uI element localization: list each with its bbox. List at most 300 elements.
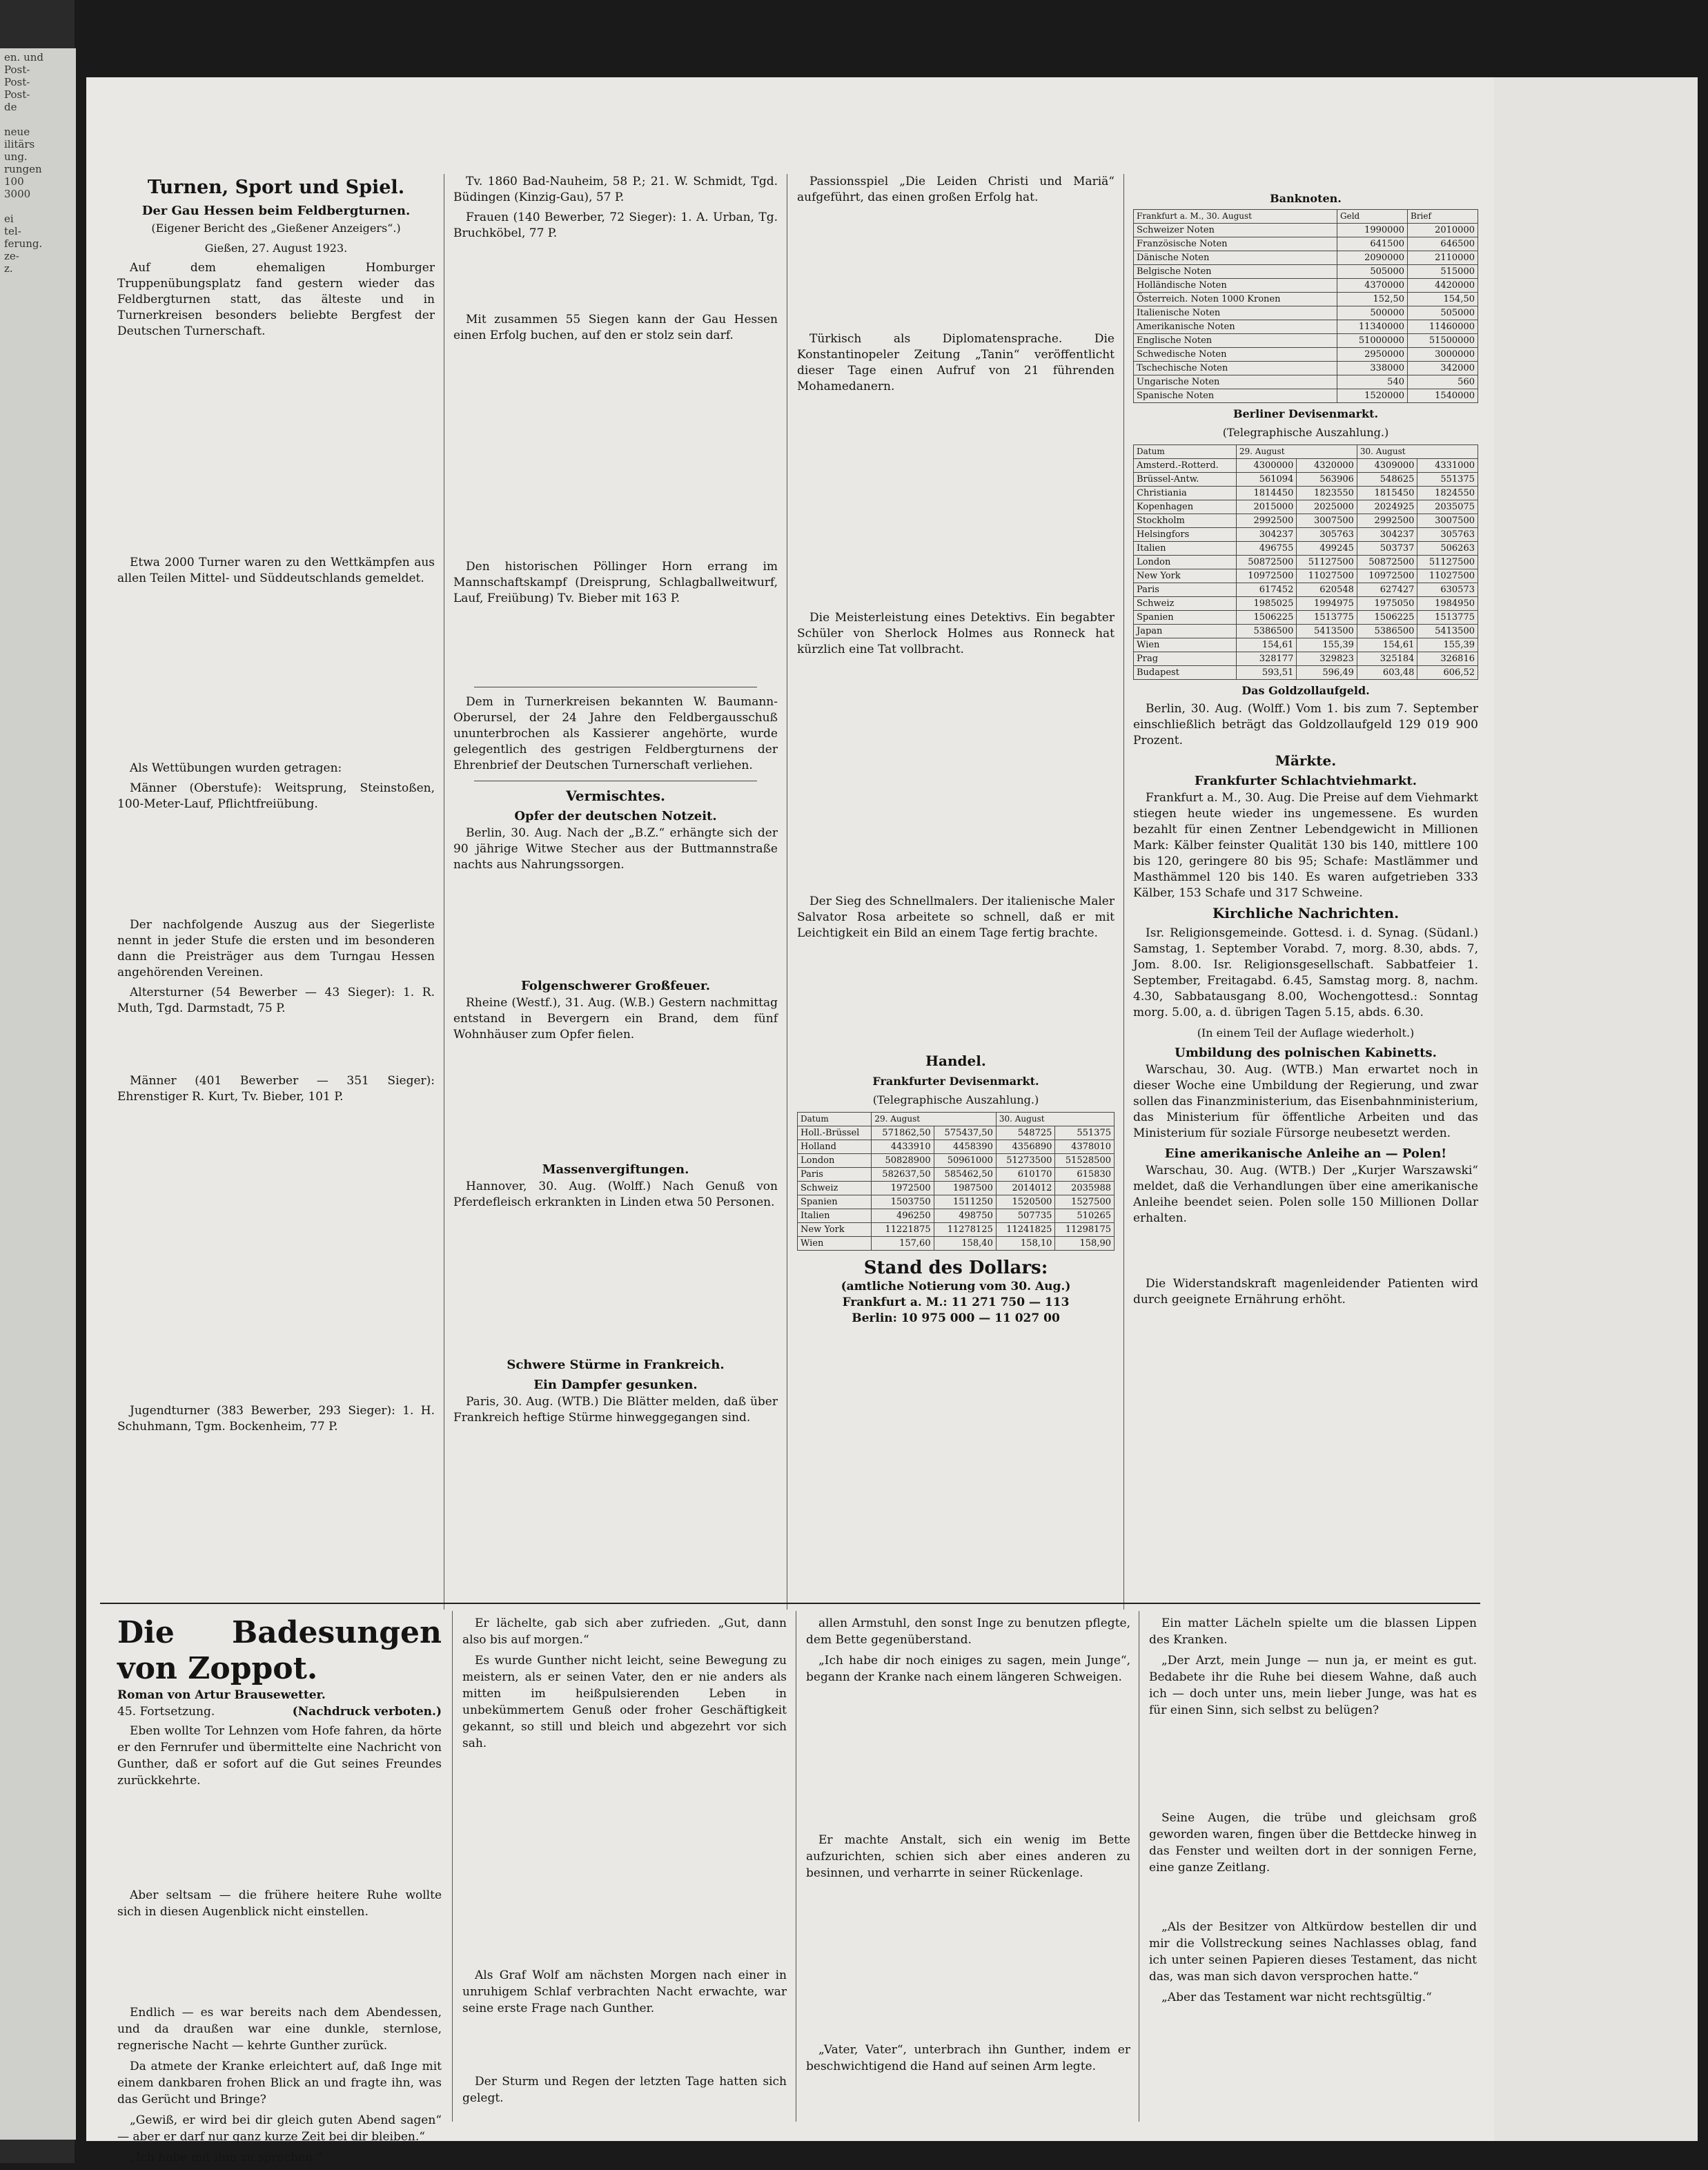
serial-paragraph: Er machte Anstalt, sich ein wenig im Bette aufzurichten, schien sich aber eines anderen zu besinnen, und verharrte in seiner Rückenlage.: [806, 1833, 1130, 1880]
politics-text: Warschau, 30. Aug. (WTB.) Der „Kurjer Warszawski“ meldet, daß die Verhandlungen über eine amerikanische Anleihe beendet seien. Polen solle 150 Millionen Dollar erhalten.: [1133, 1164, 1478, 1225]
table-label-cell: Brüssel-Antw.: [1134, 473, 1237, 487]
banknotes-table-row: [1134, 293, 1478, 306]
table-value-cell: 499245: [1297, 542, 1357, 556]
misc-filler-text: [453, 877, 778, 974]
table-label-cell: Christiania: [1134, 487, 1237, 500]
results-paragraph: Mit zusammen 55 Siegen kann der Gau Hessen einen Erfolg buchen, auf den er stolz sein darf.: [453, 313, 778, 342]
serial-filler-text: [1149, 1880, 1477, 1915]
table-value-cell: 585462,50: [934, 1168, 996, 1182]
table-label-cell: Schwedische Noten: [1134, 348, 1337, 362]
results-paragraph: Den historischen Pöllinger Horn errang im Mannschaftskampf (Dreisprung, Schlagballweitwurf, Lauf, Freiübung) Tv. Bieber mit 163 P.: [453, 560, 778, 605]
table-label-cell: Italien: [798, 1209, 872, 1223]
table-value-cell: 4378010: [1055, 1140, 1115, 1154]
serial-paragraph: „Der Arzt, mein Junge — nun ja, er meint es gut. Bedabete ihr die Ruhe bei diesem Wahne, daß auch ich — doch unter uns, mein lieber Junge, was hat es für einen Sinn, sich selbst zu belügen?: [1149, 1654, 1477, 1717]
serial-column: [117, 1615, 442, 2170]
fx-table-row: [798, 1126, 1115, 1140]
table-label-cell: Amsterd.-Rotterd.: [1134, 459, 1237, 473]
table-value-cell: 11241825: [996, 1223, 1055, 1237]
table-value-cell: 2110000: [1408, 251, 1478, 265]
previous-page-edge: [0, 48, 76, 2140]
sport-dateline: Gießen, 27. August 1923.: [204, 242, 348, 255]
fx-table-row: [798, 1237, 1115, 1251]
sport-paragraph: Als Wettübungen wurden getragen:: [130, 761, 342, 775]
table-value-cell: 158,40: [934, 1237, 996, 1251]
serial-column: [806, 1615, 1130, 2079]
table-label-cell: Englische Noten: [1134, 334, 1337, 348]
banknotes-table-row: [1134, 362, 1478, 375]
misc-heading: Massenvergiftungen.: [542, 1162, 689, 1177]
misc-paragraph: Rheine (Westf.), 31. Aug. (W.B.) Gestern nachmittag entstand in Bevergern ein Brand, dem fünf Wohnhäuser zum Opfer fielen.: [453, 996, 778, 1042]
banknotes-header: Brief: [1408, 210, 1478, 224]
dollar-frankfurt: Frankfurt a. M.: 11 271 750 — 113: [842, 1296, 1070, 1309]
serial-paragraph: „Gewiß, er wird bei dir gleich guten Abend sagen“ — aber er darf nur ganz kurze Zeit bei dir bleiben.“: [117, 2113, 442, 2144]
serial-title: Die Badesungen von Zoppot.: [117, 1615, 442, 1686]
table-label-cell: Spanien: [798, 1195, 872, 1209]
politics-title: Umbildung des polnischen Kabinetts.: [1175, 1046, 1437, 1060]
results-filler-text: [453, 611, 778, 680]
sport-filler-text: [117, 1021, 435, 1069]
table-value-cell: 575437,50: [934, 1126, 996, 1140]
table-value-cell: 326816: [1417, 652, 1478, 666]
banknotes-table-row: [1134, 320, 1478, 334]
table-value-cell: 1994975: [1297, 597, 1357, 611]
misc-filler-text: [453, 1047, 778, 1157]
banknotes-table-row: [1134, 348, 1478, 362]
table-value-cell: 2950000: [1337, 348, 1408, 362]
fx-header: Datum: [798, 1113, 872, 1126]
results-filler-text: [453, 348, 778, 555]
table-value-cell: 157,60: [872, 1237, 934, 1251]
table-value-cell: 1503750: [872, 1195, 934, 1209]
table-value-cell: 11340000: [1337, 320, 1408, 334]
table-value-cell: 4300000: [1236, 459, 1297, 473]
table-value-cell: 338000: [1337, 362, 1408, 375]
table-label-cell: Österreich. Noten 1000 Kronen: [1134, 293, 1337, 306]
table-value-cell: 50961000: [934, 1154, 996, 1168]
table-value-cell: 4420000: [1408, 279, 1478, 293]
feuilleton-filler-text: [797, 399, 1115, 606]
table-label-cell: Wien: [1134, 638, 1237, 652]
table-value-cell: 50828900: [872, 1154, 934, 1168]
table-label-cell: Amerikanische Noten: [1134, 320, 1337, 334]
table-label-cell: Dänische Noten: [1134, 251, 1337, 265]
misc-filler-text: [453, 1215, 778, 1353]
table-value-cell: 51500000: [1408, 334, 1478, 348]
table-label-cell: Budapest: [1134, 666, 1237, 680]
table-label-cell: Stockholm: [1134, 514, 1237, 528]
table-value-cell: 154,61: [1357, 638, 1417, 652]
markets-subtitle: Frankfurter Schlachtviehmarkt.: [1195, 774, 1417, 788]
table-value-cell: 548725: [996, 1126, 1055, 1140]
table-value-cell: 11221875: [872, 1223, 934, 1237]
table-value-cell: 606,52: [1417, 666, 1478, 680]
table-value-cell: 627427: [1357, 583, 1417, 597]
table-value-cell: 563906: [1297, 473, 1357, 487]
feuilleton-filler-text: [797, 662, 1115, 890]
serial-filler-text: [806, 1886, 1130, 2037]
politics-note: (In einem Teil der Auflage wiederholt.): [1197, 1026, 1415, 1039]
berlin-table-row: [1134, 625, 1478, 638]
table-value-cell: 51273500: [996, 1154, 1055, 1168]
misc-heading: Opfer der deutschen Notzeit.: [514, 809, 717, 823]
table-value-cell: 11278125: [934, 1223, 996, 1237]
table-value-cell: 2992500: [1357, 514, 1417, 528]
previous-page-fragment: en. und Post- Post- Post- de neue ilitärs ung. rungen 100 3000 ei tel- ferung. ze- z.: [4, 51, 43, 275]
banknotes-table-row: [1134, 237, 1478, 251]
table-value-cell: 5386500: [1236, 625, 1297, 638]
table-value-cell: 4433910: [872, 1140, 934, 1154]
table-label-cell: Paris: [1134, 583, 1237, 597]
banknotes-table-row: [1134, 279, 1478, 293]
table-value-cell: 3000000: [1408, 348, 1478, 362]
fx-title: Frankfurter Devisenmarkt.: [872, 1075, 1039, 1088]
serial-paragraph: „Vater, Vater“, unterbrach ihn Gunther, indem er beschwichtigend die Hand auf seinen Arm legte.: [806, 2043, 1130, 2073]
berlin-table-row: [1134, 611, 1478, 625]
table-label-cell: Schweiz: [1134, 597, 1237, 611]
table-value-cell: 51127500: [1297, 556, 1357, 569]
results-filler-text: [453, 246, 778, 308]
table-value-cell: 304237: [1357, 528, 1417, 542]
results-paragraph: Tv. 1860 Bad-Nauheim, 58 P.; 21. W. Schmidt, Tgd. Büdingen (Kinzig-Gau), 57 P.: [453, 175, 778, 204]
table-value-cell: 498750: [934, 1209, 996, 1223]
table-value-cell: 1527500: [1055, 1195, 1115, 1209]
table-value-cell: 5413500: [1417, 625, 1478, 638]
berlin-table-row: [1134, 528, 1478, 542]
politics-text: Die Widerstandskraft magenleidender Patienten wird durch geeignete Ernährung erhöht.: [1133, 1277, 1478, 1307]
table-value-cell: 1511250: [934, 1195, 996, 1209]
sport-paragraph: Auf dem ehemaligen Homburger Truppenübungsplatz fand gestern wieder das Feldbergturnen statt, das älteste und in Turnerkreisen besonders beliebte Bergfest der Deutschen Turnerschaft.: [117, 261, 435, 338]
berlin-table: [1133, 444, 1478, 680]
feuilleton-paragraph: Türkisch als Diplomatensprache. Die Konstantinopeler Zeitung „Tanin“ veröffentlicht dieser Tage einen Aufruf von 21 führenden Mohamedanern.: [797, 332, 1115, 393]
column-divider: [452, 1611, 453, 2122]
banknotes-table-row: [1134, 306, 1478, 320]
misc-paragraph: Hannover, 30. Aug. (Wolff.) Nach Genuß von Pferdefleisch erkrankten in Linden etwa 50 Personen.: [453, 1180, 778, 1209]
table-value-cell: 11027500: [1417, 569, 1478, 583]
table-value-cell: 505000: [1337, 265, 1408, 279]
feuilleton-filler-text: [797, 946, 1115, 1049]
table-value-cell: 1972500: [872, 1182, 934, 1195]
table-value-cell: 2035075: [1417, 500, 1478, 514]
serial-reprint: (Nachdruck verboten.): [292, 1705, 442, 1719]
table-value-cell: 582637,50: [872, 1168, 934, 1182]
gold-title: Das Goldzollaufgeld.: [1241, 684, 1370, 697]
table-value-cell: 1984950: [1417, 597, 1478, 611]
table-label-cell: Paris: [798, 1168, 872, 1182]
table-value-cell: 329823: [1297, 652, 1357, 666]
table-value-cell: 505000: [1408, 306, 1478, 320]
table-value-cell: 1814450: [1236, 487, 1297, 500]
table-value-cell: 10972500: [1357, 569, 1417, 583]
table-value-cell: 4370000: [1337, 279, 1408, 293]
table-value-cell: 51528500: [1055, 1154, 1115, 1168]
finance-column: [1133, 188, 1478, 1312]
table-label-cell: London: [798, 1154, 872, 1168]
gold-text: Berlin, 30. Aug. (Wolff.) Vom 1. bis zum 7. September einschließlich beträgt das Goldzollaufgeld 129 019 900 Prozent.: [1133, 702, 1478, 747]
table-value-cell: 4309000: [1357, 459, 1417, 473]
results-paragraph: Dem in Turnerkreisen bekannten W. Baumann-Oberursel, der 24 Jahre den Feldbergausschuß ununterbrochen als Kassierer angehörte, wurde gelegentlich des gestrigen Feldbergturnens der Ehrenbrief der Deutschen Turnerschaft verliehen.: [453, 695, 778, 772]
berlin-table-row: [1134, 542, 1478, 556]
table-label-cell: Italienische Noten: [1134, 306, 1337, 320]
table-label-cell: Spanien: [1134, 611, 1237, 625]
table-label-cell: Französische Noten: [1134, 237, 1337, 251]
table-label-cell: Spanische Noten: [1134, 389, 1337, 403]
table-label-cell: Tschechische Noten: [1134, 362, 1337, 375]
politics-text: Warschau, 30. Aug. (WTB.) Man erwartet noch in dieser Woche eine Umbildung der Regierung, und zwar sollen das Finanzministerium, das Eisenbahnministerium, das Ministerium für öffentliche Arbeiten und das Ministerium für soziale Fürsorge neubesetzt werden.: [1133, 1063, 1478, 1140]
fx-table-body: [798, 1126, 1115, 1251]
serial-column: [1149, 1615, 1477, 2010]
table-label-cell: Prag: [1134, 652, 1237, 666]
table-label-cell: Kopenhagen: [1134, 500, 1237, 514]
table-value-cell: 1815450: [1357, 487, 1417, 500]
serial-paragraph: „Aber das Testament war nicht rechtsgültig.“: [1161, 1991, 1432, 2004]
table-label-cell: New York: [798, 1223, 872, 1237]
berlin-header: Datum: [1134, 445, 1237, 459]
banknotes-table-row: [1134, 334, 1478, 348]
table-value-cell: 11460000: [1408, 320, 1478, 334]
table-value-cell: 506263: [1417, 542, 1478, 556]
fx-table-row: [798, 1168, 1115, 1182]
table-value-cell: 3007500: [1297, 514, 1357, 528]
serial-paragraph: Seine Augen, die trübe und gleichsam groß geworden waren, fingen über die Bettdecke hinweg in das Fenster und weilten dort in der sonnigen Ferne, eine ganze Zeitlang.: [1149, 1811, 1477, 1875]
misc-paragraph: Paris, 30. Aug. (WTB.) Die Blätter melden, daß über Frankreich heftige Stürme hinweggegangen sind.: [453, 1395, 778, 1425]
table-value-cell: 1540000: [1408, 389, 1478, 403]
table-value-cell: 641500: [1337, 237, 1408, 251]
table-value-cell: 496250: [872, 1209, 934, 1223]
table-value-cell: 328177: [1236, 652, 1297, 666]
banknotes-table-row: [1134, 265, 1478, 279]
table-value-cell: 158,90: [1055, 1237, 1115, 1251]
berlin-table-body: [1134, 459, 1478, 680]
table-label-cell: Ungarische Noten: [1134, 375, 1337, 389]
feuilleton-paragraph: Der Sieg des Schnellmalers. Der italienische Maler Salvator Rosa arbeitete so schnell, daß er mit Leichtigkeit ein Bild an einem Tage fertig brachte.: [797, 895, 1115, 940]
serial-paragraph: Aber seltsam — die frühere heitere Ruhe wollte sich in diesen Augenblick nicht einstellen.: [117, 1888, 442, 1919]
fx-table-row: [798, 1209, 1115, 1223]
sport-paragraph: Männer (Oberstufe): Weitsprung, Steinstoßen, 100-Meter-Lauf, Pflichtfreiübung.: [117, 781, 435, 811]
church-text: Isr. Religionsgemeinde. Gottesd. i. d. Synag. (Südanl.) Samstag, 1. September Vorabd. 7, morg. 8.30, abds. 7, Jom. 8.00. Isr. Religionsgesellschaft. Sabbatfeier 1. September, Freitagabd. 6.45, Samstag morg. 8, nachm. 4.30, Sabbatausgang 8.00, Wochengottesd.: Sonntag morg. 5.00, a. d. übrigen Tagen 5.15, abds. 6.30.: [1133, 926, 1478, 1019]
page-margin: [1494, 77, 1698, 2141]
markets-title: Märkte.: [1275, 752, 1337, 769]
table-value-cell: 620548: [1297, 583, 1357, 597]
church-title: Kirchliche Nachrichten.: [1212, 905, 1400, 921]
serial-filler-text: [1149, 1723, 1477, 1806]
fx-table-row: [798, 1182, 1115, 1195]
sport-filler-text: [117, 344, 435, 551]
feuilleton-column: [797, 174, 1115, 1327]
sport-filler-text: [117, 1109, 435, 1399]
dollar-title: Stand des Dollars:: [863, 1258, 1048, 1278]
banknotes-table-row: [1134, 389, 1478, 403]
table-value-cell: 50872500: [1236, 556, 1297, 569]
fx-table-row: [798, 1154, 1115, 1168]
misc-heading: Ein Dampfer gesunken.: [533, 1378, 698, 1392]
berlin-table-row: [1134, 597, 1478, 611]
table-value-cell: 540: [1337, 375, 1408, 389]
markets-text: Frankfurt a. M., 30. Aug. Die Preise auf dem Viehmarkt stiegen heute wieder ins ungemessene. Es wurden bezahlt für einen Zentner Lebendgewicht in Millionen Mark: Kälber feinster Qualität 130 bis 140, mittlere 100 bis 120, geringere 80 bis 95; Schafe: Mastlämmer und Masthämmel 120 bis 140. Es waren aufgetrieben 333 Kälber, 153 Schafe und 317 Schweine.: [1133, 791, 1478, 900]
table-value-cell: 51127500: [1417, 556, 1478, 569]
serial-paragraph: Es wurde Gunther nicht leicht, seine Bewegung zu meistern, als er seinen Vater, den er nie anders als mitten im heißpulsierenden Leben in unbekümmertem Genuß oder froher Geschäftigkeit gekannt, so still und bleich und abgezehrt vor sich sah.: [462, 1654, 787, 1750]
table-value-cell: 10972500: [1236, 569, 1297, 583]
table-value-cell: 503737: [1357, 542, 1417, 556]
table-value-cell: 1520000: [1337, 389, 1408, 403]
serial-author: Roman von Artur Brausewetter.: [117, 1688, 326, 1702]
fx-header: 29. August: [872, 1113, 997, 1126]
fx-table-row: [798, 1223, 1115, 1237]
berlin-table-row: [1134, 638, 1478, 652]
sport-paragraph: Etwa 2000 Turner waren zu den Wettkämpfen aus allen Teilen Mittel- und Süddeutschlands gemeldet.: [117, 556, 435, 585]
table-value-cell: 4458390: [934, 1140, 996, 1154]
column-divider: [1123, 174, 1124, 1610]
table-value-cell: 571862,50: [872, 1126, 934, 1140]
table-value-cell: 325184: [1357, 652, 1417, 666]
fx-subtitle: (Telegraphische Auszahlung.): [872, 1093, 1039, 1106]
serial-filler-text: [462, 1756, 787, 1963]
sport-subtitle: Der Gau Hessen beim Feldbergturnen.: [141, 204, 411, 218]
table-value-cell: 593,51: [1236, 666, 1297, 680]
table-value-cell: 11298175: [1055, 1223, 1115, 1237]
table-label-cell: Helsingfors: [1134, 528, 1237, 542]
table-value-cell: 4320000: [1297, 459, 1357, 473]
table-value-cell: 500000: [1337, 306, 1408, 320]
politics-title: Eine amerikanische Anleihe an — Polen!: [1164, 1146, 1447, 1161]
berlin-table-row: [1134, 459, 1478, 473]
serial-meta: [117, 1703, 442, 1720]
table-value-cell: 646500: [1408, 237, 1478, 251]
table-value-cell: 304237: [1236, 528, 1297, 542]
berlin-header: 29. August: [1236, 445, 1357, 459]
table-value-cell: 2014012: [996, 1182, 1055, 1195]
serial-paragraph: Er lächelte, gab sich aber zufrieden. „Gut, dann also bis auf morgen.“: [462, 1616, 787, 1647]
serial-paragraph: Ein matter Lächeln spielte um die blassen Lippen des Kranken.: [1149, 1616, 1477, 1647]
berlin-subtitle: (Telegraphische Auszahlung.): [1222, 426, 1389, 439]
serial-paragraph: „Als der Besitzer von Altkürdow bestellen dir und mir die Vollstreckung seines Nachlasses oblag, fand ich unter seinen Papieren dieses Testament, das nicht das, was man sich davon versprochen hatte.“: [1149, 1920, 1477, 1984]
table-label-cell: Schweiz: [798, 1182, 872, 1195]
table-value-cell: 2992500: [1236, 514, 1297, 528]
table-value-cell: 154,61: [1236, 638, 1297, 652]
misc-paragraph: Berlin, 30. Aug. Nach der „B.Z.“ erhängte sich der 90 jährige Witwe Stecher aus der Buttmannstraße nachts aus Nahrungssorgen.: [453, 826, 778, 872]
table-value-cell: 1824550: [1417, 487, 1478, 500]
fx-table: [797, 1112, 1115, 1251]
dollar-berlin: Berlin: 10 975 000 — 11 027 00: [852, 1311, 1060, 1325]
table-value-cell: 2010000: [1408, 224, 1478, 237]
table-label-cell: Schweizer Noten: [1134, 224, 1337, 237]
table-value-cell: 507735: [996, 1209, 1055, 1223]
table-value-cell: 1990000: [1337, 224, 1408, 237]
berlin-table-row: [1134, 487, 1478, 500]
berlin-title: Berliner Devisenmarkt.: [1233, 407, 1379, 420]
table-value-cell: 5386500: [1357, 625, 1417, 638]
table-label-cell: Holländische Noten: [1134, 279, 1337, 293]
berlin-table-row: [1134, 583, 1478, 597]
newspaper-page: [86, 77, 1698, 2164]
feuilleton-paragraph: Die Meisterleistung eines Detektivs. Ein begabter Schüler von Sherlock Holmes aus Ronneck hat kürzlich eine Tat vollbracht.: [797, 611, 1115, 656]
berlin-table-row: [1134, 473, 1478, 487]
table-value-cell: 152,50: [1337, 293, 1408, 306]
table-value-cell: 561094: [1236, 473, 1297, 487]
table-value-cell: 342000: [1408, 362, 1478, 375]
banknotes-title: Banknoten.: [1270, 192, 1342, 205]
table-value-cell: 630573: [1417, 583, 1478, 597]
table-value-cell: 560: [1408, 375, 1478, 389]
table-value-cell: 3007500: [1417, 514, 1478, 528]
sport-results: Altersturner (54 Bewerber — 43 Sieger): 1. R. Muth, Tgd. Darmstadt, 75 P.: [117, 986, 435, 1015]
berlin-table-row: [1134, 556, 1478, 569]
serial-divider: [100, 1603, 1480, 1604]
table-value-cell: 50872500: [1357, 556, 1417, 569]
table-value-cell: 496755: [1236, 542, 1297, 556]
table-value-cell: 1520500: [996, 1195, 1055, 1209]
sport-filler-text: [117, 817, 435, 913]
serial-column: [462, 1615, 787, 2111]
table-value-cell: 1513775: [1297, 611, 1357, 625]
feuilleton-paragraph: Passionsspiel „Die Leiden Christi und Mariä“ aufgeführt, das einen großen Erfolg hat.: [797, 175, 1115, 204]
table-value-cell: 155,39: [1417, 638, 1478, 652]
berlin-header: 30. August: [1357, 445, 1478, 459]
sport-title: Turnen, Sport und Spiel.: [147, 177, 405, 198]
serial-paragraph: Der Sturm und Regen der letzten Tage hatten sich gelegt.: [462, 2075, 787, 2105]
table-label-cell: New York: [1134, 569, 1237, 583]
table-value-cell: 1506225: [1236, 611, 1297, 625]
serial-filler-text: [462, 2021, 787, 2069]
results-column: [453, 174, 778, 1430]
serial-paragraph: Eben wollte Tor Lehnzen vom Hofe fahren, da hörte er den Fernrufer und übermittelte eine Nachricht von Gunther, daß er sofort auf die Gut seines Freundes zurückkehrte.: [117, 1724, 442, 1788]
table-value-cell: 4331000: [1417, 459, 1478, 473]
berlin-table-row: [1134, 652, 1478, 666]
fx-table-row: [798, 1195, 1115, 1209]
sport-byline: (Eigener Bericht des „Gießener Anzeigers“.): [151, 222, 401, 235]
serial-filler-text: [117, 1793, 442, 1883]
table-value-cell: 1987500: [934, 1182, 996, 1195]
table-value-cell: 155,39: [1297, 638, 1357, 652]
misc-title: Vermischtes.: [566, 788, 665, 804]
table-value-cell: 5413500: [1297, 625, 1357, 638]
berlin-table-row: [1134, 514, 1478, 528]
sport-results: Jugendturner (383 Bewerber, 293 Sieger): 1. H. Schuhmann, Tgm. Bockenheim, 77 P.: [117, 1404, 435, 1434]
results-paragraph: Frauen (140 Bewerber, 72 Sieger): 1. A. Urban, Tg. Bruchköbel, 77 P.: [453, 211, 778, 240]
serial-paragraph: „Ich habe dir noch einiges zu sagen, mein Junge“, begann der Kranke nach einem längeren Schweigen.: [806, 1654, 1130, 1684]
trade-title: Handel.: [925, 1053, 986, 1069]
table-value-cell: 603,48: [1357, 666, 1417, 680]
table-value-cell: 1975050: [1357, 597, 1417, 611]
table-label-cell: London: [1134, 556, 1237, 569]
table-value-cell: 154,50: [1408, 293, 1478, 306]
table-value-cell: 2024925: [1357, 500, 1417, 514]
table-value-cell: 610170: [996, 1168, 1055, 1182]
politics-filler-text: [1133, 1231, 1478, 1272]
table-value-cell: 515000: [1408, 265, 1478, 279]
serial-paragraph: allen Armstuhl, den sonst Inge zu benutzen pflegte, dem Bette gegenüberstand.: [806, 1616, 1130, 1647]
table-value-cell: 51000000: [1337, 334, 1408, 348]
table-value-cell: 1506225: [1357, 611, 1417, 625]
table-value-cell: 11027500: [1297, 569, 1357, 583]
sport-results: Männer (401 Bewerber — 351 Sieger): Ehrenstiger R. Kurt, Tv. Bieber, 101 P.: [117, 1074, 435, 1104]
table-value-cell: 2090000: [1337, 251, 1408, 265]
sport-filler-text: [117, 591, 435, 756]
banknotes-table: [1133, 209, 1478, 403]
serial-installment: 45. Fortsetzung.: [117, 1705, 215, 1719]
table-value-cell: 1985025: [1236, 597, 1297, 611]
serial-paragraph: „Ich habe mit ihm zu sprechen.“: [130, 2151, 323, 2164]
banknotes-table-row: [1134, 375, 1478, 389]
fx-header: 30. August: [996, 1113, 1114, 1126]
sport-column: [117, 174, 435, 1439]
serial-paragraph: Endlich — es war bereits nach dem Abendessen, und da draußen war eine dunkle, sternlose, regnerische Nacht — kehrte Gunther zurück.: [117, 2006, 442, 2053]
serial-paragraph: Als Graf Wolf am nächsten Morgen nach einer in unruhigem Schlaf verbrachten Nacht erwachte, war seine erste Frage nach Gunther.: [462, 1968, 787, 2015]
table-label-cell: Holl.-Brüssel: [798, 1126, 872, 1140]
banknotes-header: Frankfurt a. M., 30. August: [1134, 210, 1337, 224]
table-label-cell: Italien: [1134, 542, 1237, 556]
table-value-cell: 548625: [1357, 473, 1417, 487]
dollar-subtitle: (amtliche Notierung vom 30. Aug.): [841, 1280, 1071, 1293]
